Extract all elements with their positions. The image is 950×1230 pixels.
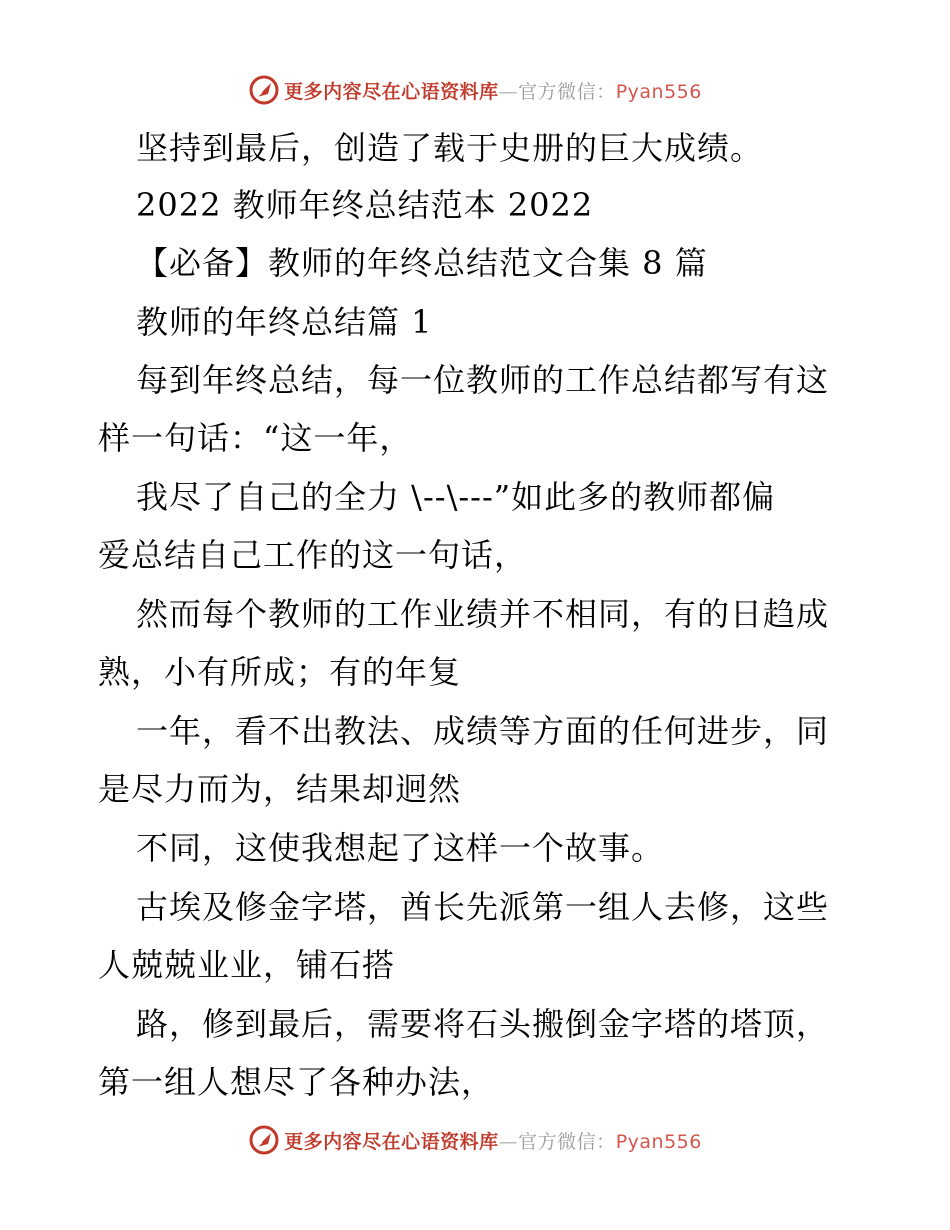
text-line: 路，修到最后，需要将石头搬倒金字塔的塔顶， [136, 1005, 830, 1043]
watermark-text [284, 1127, 702, 1154]
watermark-wechat-id: Pyan556 [615, 80, 702, 103]
text-line: 我尽了自己的全力 \--\---”如此多的教师都偏 [136, 478, 776, 516]
text-line: 人兢兢业业，铺石搭 [98, 946, 396, 984]
text-line: 第一组人想尽了各种办法， [98, 1063, 495, 1101]
text-line: 是尽力而为，结果却迥然 [98, 770, 462, 808]
text-line: 古埃及修金字塔，酋长先派第一组人去修，这些 [136, 888, 830, 926]
watermark-brand: 更多内容尽在心语资料库 [284, 1130, 499, 1153]
quill-logo-icon [248, 74, 280, 106]
watermark-label: 官方微信： [518, 80, 616, 103]
text-line: 爱总结自己工作的这一句话， [98, 536, 528, 574]
text-line: 然而每个教师的工作业绩并不相同，有的日趋成 [136, 595, 830, 633]
document-title-line: 2022 教师年终总结范本 2022 [136, 186, 594, 224]
text-line: 坚持到最后，创造了载于史册的巨大成绩。 [136, 129, 764, 167]
watermark-text [284, 77, 702, 104]
footer-watermark [0, 1120, 950, 1160]
watermark-dash: — [498, 80, 519, 103]
text-line: 每到年终总结，每一位教师的工作总结都写有这 [136, 361, 830, 399]
text-line: 一年，看不出教法、成绩等方面的任何进步，同 [136, 712, 830, 750]
watermark-brand: 更多内容尽在心语资料库 [284, 80, 499, 103]
text-line: 不同，这使我想起了这样一个故事。 [136, 829, 665, 867]
watermark-wechat-id: Pyan556 [615, 1130, 702, 1153]
quill-logo-icon [248, 1124, 280, 1156]
text-line: 样一句话：“这一年， [98, 419, 413, 457]
section-heading: 教师的年终总结篇 1 [136, 303, 433, 341]
text-line: 熟，小有所成；有的年复 [98, 653, 462, 691]
watermark-label: 官方微信： [518, 1130, 616, 1153]
watermark-dash: — [498, 1130, 519, 1153]
document-subtitle-line: 【必备】教师的年终总结范文合集 8 篇 [136, 244, 708, 282]
header-watermark [0, 70, 950, 110]
